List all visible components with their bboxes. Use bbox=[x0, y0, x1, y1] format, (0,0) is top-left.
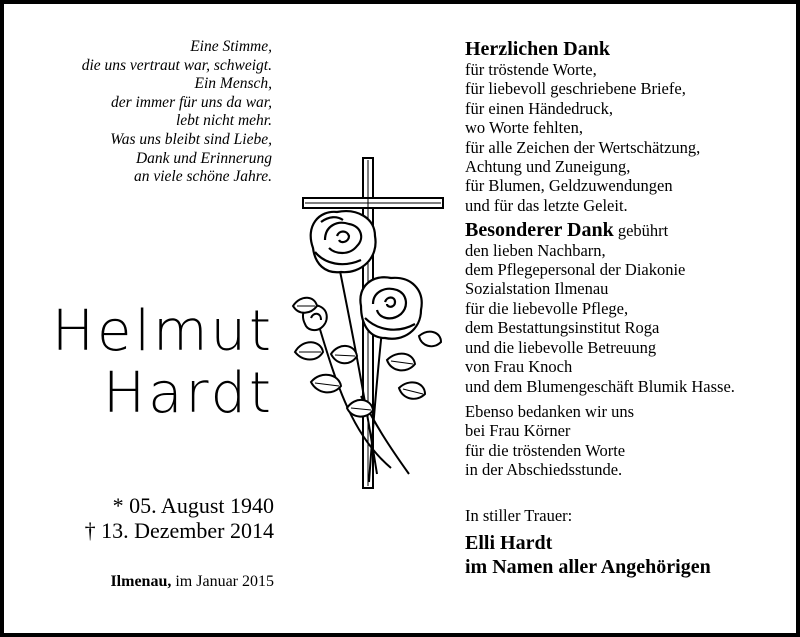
thanks-line: wo Worte fehlten, bbox=[465, 118, 583, 138]
special-line: dem Pflegepersonal der Diakonie bbox=[465, 260, 686, 280]
poem-line: lebt nicht mehr. bbox=[176, 112, 272, 130]
thanks-line: für liebevoll geschriebene Briefe, bbox=[465, 79, 686, 99]
poem-line: an viele schöne Jahre. bbox=[133, 168, 272, 186]
special-thanks-suffix: gebührt bbox=[613, 221, 669, 241]
life-dates bbox=[85, 493, 274, 543]
mourning-label: In stiller Trauer: bbox=[465, 505, 573, 525]
place-date: im Januar 2015 bbox=[171, 573, 274, 590]
thanks-line: für Blumen, Geldzuwendungen bbox=[465, 176, 673, 196]
place-and-date bbox=[110, 573, 274, 591]
also-line: bei Frau Körner bbox=[465, 421, 571, 441]
poem-line: Dank und Erinnerung bbox=[135, 149, 272, 167]
thanks-line: für alle Zeichen der Wertschätzung, bbox=[465, 137, 701, 157]
memorial-poem bbox=[82, 38, 272, 187]
thanks-line: Achtung und Zuneigung, bbox=[465, 157, 631, 177]
special-line: und die liebevolle Betreuung bbox=[465, 337, 657, 357]
also-line: für die tröstenden Worte bbox=[465, 440, 626, 460]
thanks-column bbox=[465, 38, 795, 579]
also-line: Ebenso bedanken wir uns bbox=[465, 401, 635, 421]
signature-family: im Namen aller Angehörigen bbox=[465, 555, 711, 578]
poem-line: Ein Mensch, bbox=[194, 75, 272, 93]
special-thanks-heading: Besonderer Dank bbox=[465, 219, 614, 242]
deceased-last-name: Hardt bbox=[103, 361, 274, 426]
thanks-line: und für das letzte Geleit. bbox=[465, 195, 628, 215]
special-line: Sozialstation Ilmenau bbox=[465, 279, 609, 299]
thanks-heading: Herzlichen Dank bbox=[465, 38, 610, 60]
special-line: für die liebevolle Pflege, bbox=[465, 298, 629, 318]
also-line: in der Abschiedsstunde. bbox=[465, 460, 623, 480]
place-city: Ilmenau, bbox=[110, 573, 172, 590]
poem-line: Eine Stimme, bbox=[190, 38, 272, 55]
special-line: von Frau Knoch bbox=[465, 357, 573, 377]
special-line: den lieben Nachbarn, bbox=[465, 240, 606, 260]
special-line: dem Bestattungsinstitut Roga bbox=[465, 318, 660, 338]
poem-line: Was uns bleibt sind Liebe, bbox=[110, 130, 272, 148]
signature-name: Elli Hardt bbox=[465, 531, 553, 554]
deceased-first-name: Helmut bbox=[51, 299, 274, 364]
cross-with-roses-icon bbox=[291, 156, 451, 496]
death-date: † 13. Dezember 2014 bbox=[84, 518, 274, 543]
thanks-line: für tröstende Worte, bbox=[465, 60, 597, 79]
poem-line: der immer für uns da war, bbox=[110, 93, 272, 111]
poem-line: die uns vertraut war, schweigt. bbox=[81, 56, 272, 74]
special-thanks-heading-line bbox=[465, 221, 795, 240]
special-line: und dem Blumengeschäft Blumik Hasse. bbox=[465, 376, 735, 396]
birth-date: * 05. August 1940 bbox=[112, 493, 274, 518]
thanks-line: für einen Händedruck, bbox=[465, 98, 613, 118]
